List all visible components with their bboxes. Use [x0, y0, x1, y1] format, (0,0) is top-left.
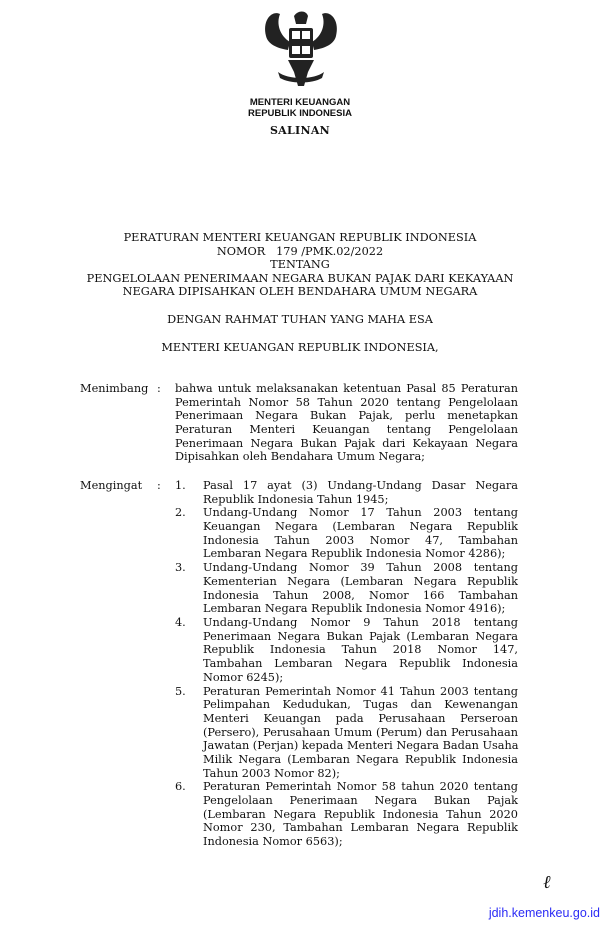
text-line: (Persero), Perusahaan Umum (Perum) dan Perusahaan	[203, 725, 518, 739]
text-line: Penerimaan Negara Bukan Pajak dari Kekayaan Negara	[175, 436, 518, 450]
paraf-signature: ℓ	[543, 872, 551, 893]
list-item-number: 2.	[175, 506, 186, 520]
text-line: Tahun 2003 Nomor 82);	[203, 766, 340, 780]
list-item-text	[203, 685, 518, 781]
list-item-number: 1.	[175, 479, 186, 492]
footer-site-link[interactable]: jdih.kemenkeu.go.id	[488, 906, 600, 920]
text-line: Keuangan Negara (Lembaran Negara Republik	[203, 520, 518, 534]
text-line: Nomor 230, Tambahan Lembaran Negara Republik	[203, 821, 518, 835]
text-line: Republik Indonesia Tahun 1945;	[203, 492, 389, 506]
mengingat-colon: :	[157, 479, 161, 492]
text-line: Undang-Undang Nomor 9 Tahun 2018 tentang	[203, 616, 518, 629]
text-line: Pemerintah Nomor 58 Tahun 2020 tentang Pengelolaan	[175, 395, 518, 409]
text-line: Kementerian Negara (Lembaran Negara Republik	[203, 574, 518, 588]
about-label: TENTANG	[270, 258, 330, 272]
text-line: Milik Negara (Lembaran Negara Republik Indonesia	[203, 752, 518, 766]
org-line-2: REPUBLIK INDONESIA	[248, 108, 352, 119]
blessing: DENGAN RAHMAT TUHAN YANG MAHA ESA	[167, 313, 433, 326]
text-line: Menteri Keuangan pada Perusahaan Perseroan	[203, 711, 518, 725]
list-item-text	[203, 479, 518, 506]
copy-label: SALINAN	[269, 124, 331, 137]
text-line: Lembaran Negara Republik Indonesia Nomor 4916);	[203, 602, 506, 616]
list-item-number: 6.	[175, 780, 186, 794]
list-item-text	[203, 506, 518, 561]
text-line: Nomor 6245);	[203, 670, 284, 684]
list-item-text	[203, 780, 518, 848]
text-line: Undang-Undang Nomor 17 Tahun 2003 tentang	[203, 506, 518, 520]
title-line: PERATURAN MENTERI KEUANGAN REPUBLIK INDONESIA	[123, 231, 477, 244]
text-line: Penerimaan Negara Bukan Pajak (Lembaran Negara	[203, 629, 518, 643]
text-line: Indonesia Tahun 2008, Nomor 166 Tambahan	[203, 588, 518, 602]
mengingat-label: Mengingat	[80, 479, 143, 492]
list-item-text	[203, 616, 518, 684]
text-line: Peraturan Pemerintah Nomor 41 Tahun 2003 tentang	[203, 684, 518, 698]
text-line: Tambahan Lembaran Negara Republik Indonesia	[203, 657, 518, 671]
menimbang-label: Menimbang	[80, 382, 149, 395]
regulation-number: NOMOR 179 /PMK.02/2022	[216, 244, 384, 258]
text-line: bahwa untuk melaksanakan ketentuan Pasal 85 Peraturan	[175, 382, 518, 395]
subject-line-1: PENGELOLAAN PENERIMAAN NEGARA BUKAN PAJAK DARI KEKAYAAN	[86, 271, 514, 285]
text-line: Penerimaan Negara Bukan Pajak, perlu menetapkan	[175, 409, 518, 423]
text-line: Peraturan Menteri Keuangan tentang Pengelolaan	[175, 423, 518, 437]
org-line-1: MENTERI KEUANGAN	[249, 97, 351, 108]
list-item-text	[203, 561, 518, 616]
text-line: Peraturan Pemerintah Nomor 58 tahun 2020 tentang	[203, 780, 518, 794]
ministry-name	[200, 97, 400, 119]
list-item-number: 5.	[175, 684, 186, 698]
text-line: Indonesia Nomor 6563);	[203, 835, 343, 849]
text-line: Indonesia Tahun 2003 Nomor 47, Tambahan	[203, 533, 518, 547]
list-item-number: 4.	[175, 616, 186, 629]
text-line: Pengelolaan Penerimaan Negara Bukan Pajak	[203, 794, 518, 808]
menimbang-text	[175, 382, 518, 464]
text-line: (Lembaran Negara Republik Indonesia Tahun 2020	[203, 807, 518, 821]
menimbang-colon: :	[157, 382, 161, 395]
subject-line-2: NEGARA DIPISAHKAN OLEH BENDAHARA UMUM NEGARA	[122, 285, 478, 299]
regulation-title	[40, 231, 560, 299]
text-line: Undang-Undang Nomor 39 Tahun 2008 tentang	[203, 561, 518, 575]
text-line: Republik Indonesia Tahun 2018 Nomor 147,	[203, 643, 518, 657]
text-line: Jawatan (Perjan) kepada Menteri Negara Badan Usaha	[203, 739, 519, 753]
text-line: Dipisahkan oleh Bendahara Umum Negara;	[175, 450, 425, 464]
text-line: Pasal 17 ayat (3) Undang-Undang Dasar Negara	[203, 479, 518, 492]
authority: MENTERI KEUANGAN REPUBLIK INDONESIA,	[161, 341, 439, 354]
list-item-number: 3.	[175, 561, 186, 575]
garuda-emblem-icon	[258, 6, 344, 92]
text-line: Lembaran Negara Republik Indonesia Nomor 4286);	[203, 547, 506, 561]
text-line: Pelimpahan Kedudukan, Tugas dan Kewenangan	[203, 698, 518, 712]
